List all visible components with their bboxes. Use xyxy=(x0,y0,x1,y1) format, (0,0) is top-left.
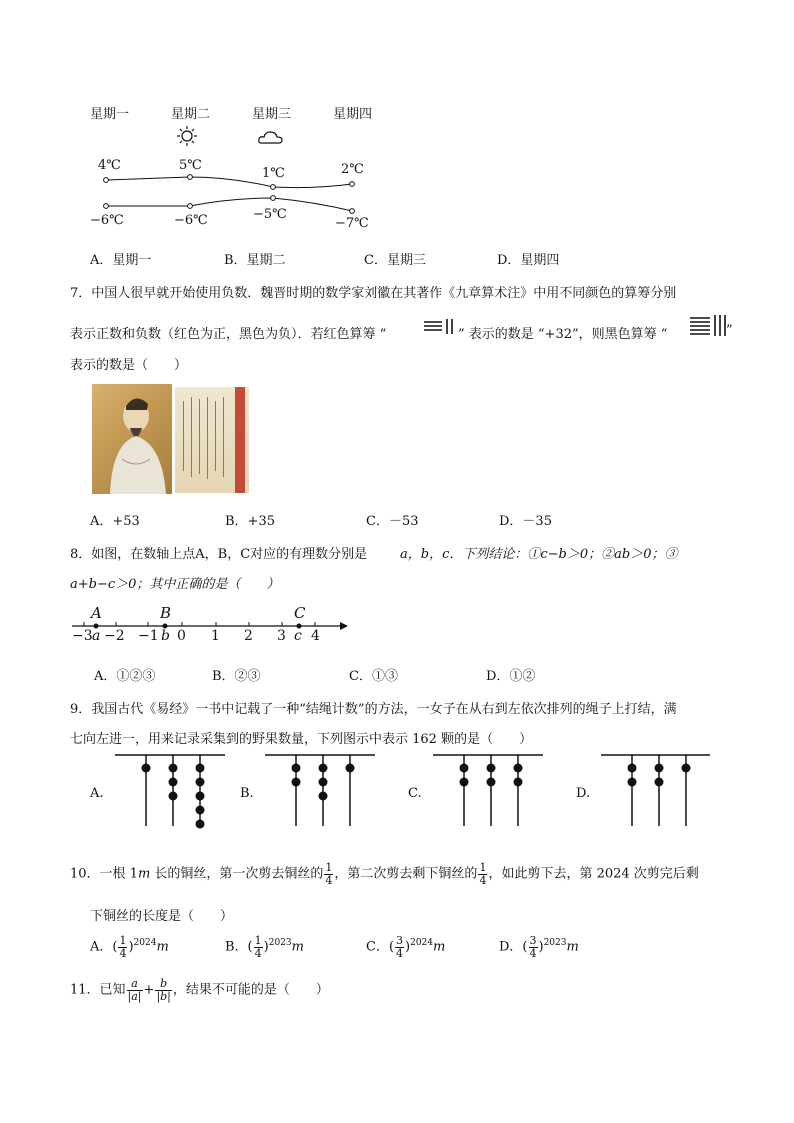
high-temp-label: 4℃ xyxy=(98,158,121,173)
option-d[interactable]: D．－35 xyxy=(499,514,552,529)
high-temp-label: 1℃ xyxy=(262,166,285,181)
knot-diagrams xyxy=(110,752,710,832)
knot xyxy=(292,778,301,787)
knot xyxy=(196,806,205,815)
axis-var-b: b xyxy=(161,628,170,644)
option-b[interactable]: B．( $\frac{1}{4}$ )$^{2023}$m xyxy=(225,934,304,960)
cloud-icon xyxy=(257,129,285,145)
q10-text-line1: 10．一根 1m 长的铜丝，第一次剪去铜丝的 $\frac{1}{4}$ ，第二次剪去剩下铜丝的 $\frac{1}{4}$ ，如此剪下去，第 2024 次剪完后剩 xyxy=(70,861,699,887)
counting-rod-icon xyxy=(688,314,728,338)
knot xyxy=(628,778,637,787)
tick-label: −2 xyxy=(104,628,125,644)
axis-var-c: c xyxy=(294,628,302,644)
knot xyxy=(514,778,523,787)
knot xyxy=(628,764,637,773)
knot xyxy=(196,792,205,801)
option-d[interactable]: D．①② xyxy=(486,669,536,684)
q7-text-line1: 7．中国人很早就开始使用负数．魏晋时期的数学家刘徽在其著作《九章算术注》中用不同颜色的算筹分别 xyxy=(70,286,677,301)
option-c[interactable]: C．－53 xyxy=(366,514,419,529)
knot xyxy=(487,764,496,773)
low-temp-label: −6℃ xyxy=(174,213,208,228)
tick-label: 4 xyxy=(311,628,320,644)
low-temp-label: −6℃ xyxy=(90,213,124,228)
counting-rod-icon xyxy=(422,318,458,336)
point-label-a: A xyxy=(91,604,102,622)
knot xyxy=(169,764,178,773)
axis-var-a: a xyxy=(92,628,101,644)
knot-diagram xyxy=(433,755,543,826)
option-a[interactable]: A．+53 xyxy=(90,514,140,529)
day-label: 星期二 xyxy=(171,107,211,122)
q8-text-line2: a+b−c＞0；其中正确的是（ ） xyxy=(70,577,280,592)
option-a[interactable]: A．星期一 xyxy=(90,253,152,268)
low-temp-label: −5℃ xyxy=(253,207,287,222)
knot-diagram xyxy=(265,755,375,826)
day-label: 星期四 xyxy=(333,107,373,122)
option-d[interactable]: D．( $\frac{3}{4}$ )$^{2023}$m xyxy=(499,934,579,960)
sun-icon xyxy=(176,125,198,147)
knot xyxy=(514,764,523,773)
option-c[interactable]: C．①③ xyxy=(349,669,398,684)
tick-label: −1 xyxy=(138,628,159,644)
option-b-label[interactable]: B. xyxy=(240,786,254,801)
q7-text-line2a: 表示正数和负数（红色为正，黑色为负）．若红色算筹 “ xyxy=(70,327,387,342)
option-a[interactable]: A．( $\frac{1}{4}$ )$^{2024}$m xyxy=(90,934,169,960)
high-temp-label: 2℃ xyxy=(341,162,364,177)
day-label: 星期一 xyxy=(90,107,130,122)
ancient-book-image xyxy=(175,387,249,493)
knot xyxy=(142,764,151,773)
knot xyxy=(655,778,664,787)
q7-text-line3: 表示的数是（ ） xyxy=(70,358,188,373)
knot xyxy=(682,764,691,773)
option-a-label[interactable]: A. xyxy=(90,786,104,801)
q7-text-line2b: ” 表示的数是 “+32”，则黑色算筹 “ xyxy=(458,327,668,342)
tick-label: 3 xyxy=(277,628,286,644)
number-line xyxy=(70,602,350,652)
option-b[interactable]: B．②③ xyxy=(212,669,261,684)
knot xyxy=(196,778,205,787)
knot-diagram xyxy=(601,755,710,826)
knot xyxy=(319,778,328,787)
knot xyxy=(196,820,205,829)
option-a[interactable]: A．①②③ xyxy=(94,669,156,684)
option-d-label[interactable]: D. xyxy=(576,786,591,801)
knot xyxy=(460,778,469,787)
option-c[interactable]: C．星期三 xyxy=(364,253,426,268)
knot xyxy=(319,764,328,773)
q8-text-line1a: 8．如图，在数轴上点A，B，C对应的有理数分别是 xyxy=(70,547,368,562)
point-label-b: B xyxy=(160,604,172,622)
knot xyxy=(487,778,496,787)
knot-diagram xyxy=(115,755,225,829)
q7-text-line2c: ” xyxy=(726,323,733,338)
question-11: 11．已知 $\frac{a}{|a|}$ + $\frac{b}{|b|}$ ，结果不可能的是（ ） xyxy=(70,977,329,1003)
q9-text-line1: 9．我国古代《易经》一书中记载了一种“结绳计数”的方法，一女子在从右到左依次排列的绳子上打结，满 xyxy=(70,702,677,717)
q9-text-line2: 七向左进一，用来记录采集到的野果数量，下列图示中表示 162 颗的是（ ） xyxy=(70,732,533,747)
q10-text-line2: 下铜丝的长度是（ ） xyxy=(90,909,234,924)
q8-text-line1b: a，b，c．下列结论：①c−b＞0；②ab＞0；③ xyxy=(400,547,678,562)
option-c[interactable]: C．( $\frac{3}{4}$ )$^{2024}$m xyxy=(366,934,446,960)
temperature-lines xyxy=(100,172,360,217)
tick-label: 0 xyxy=(177,628,186,644)
option-b[interactable]: B．星期二 xyxy=(224,253,286,268)
day-label: 星期三 xyxy=(252,107,292,122)
point-label-c: C xyxy=(294,604,306,622)
knot xyxy=(346,764,355,773)
option-b[interactable]: B．+35 xyxy=(225,514,275,529)
knot xyxy=(292,764,301,773)
knot xyxy=(319,792,328,801)
tick-label: 2 xyxy=(244,628,253,644)
knot xyxy=(169,792,178,801)
option-c-label[interactable]: C. xyxy=(408,786,422,801)
knot xyxy=(460,764,469,773)
option-d[interactable]: D．星期四 xyxy=(497,253,560,268)
tick-label: −3 xyxy=(72,628,93,644)
knot xyxy=(196,764,205,773)
knot xyxy=(169,778,178,787)
high-temp-label: 5℃ xyxy=(179,158,202,173)
liu-hui-portrait-image xyxy=(92,384,172,494)
low-temp-label: −7℃ xyxy=(335,216,369,231)
knot xyxy=(655,764,664,773)
tick-label: 1 xyxy=(211,628,220,644)
